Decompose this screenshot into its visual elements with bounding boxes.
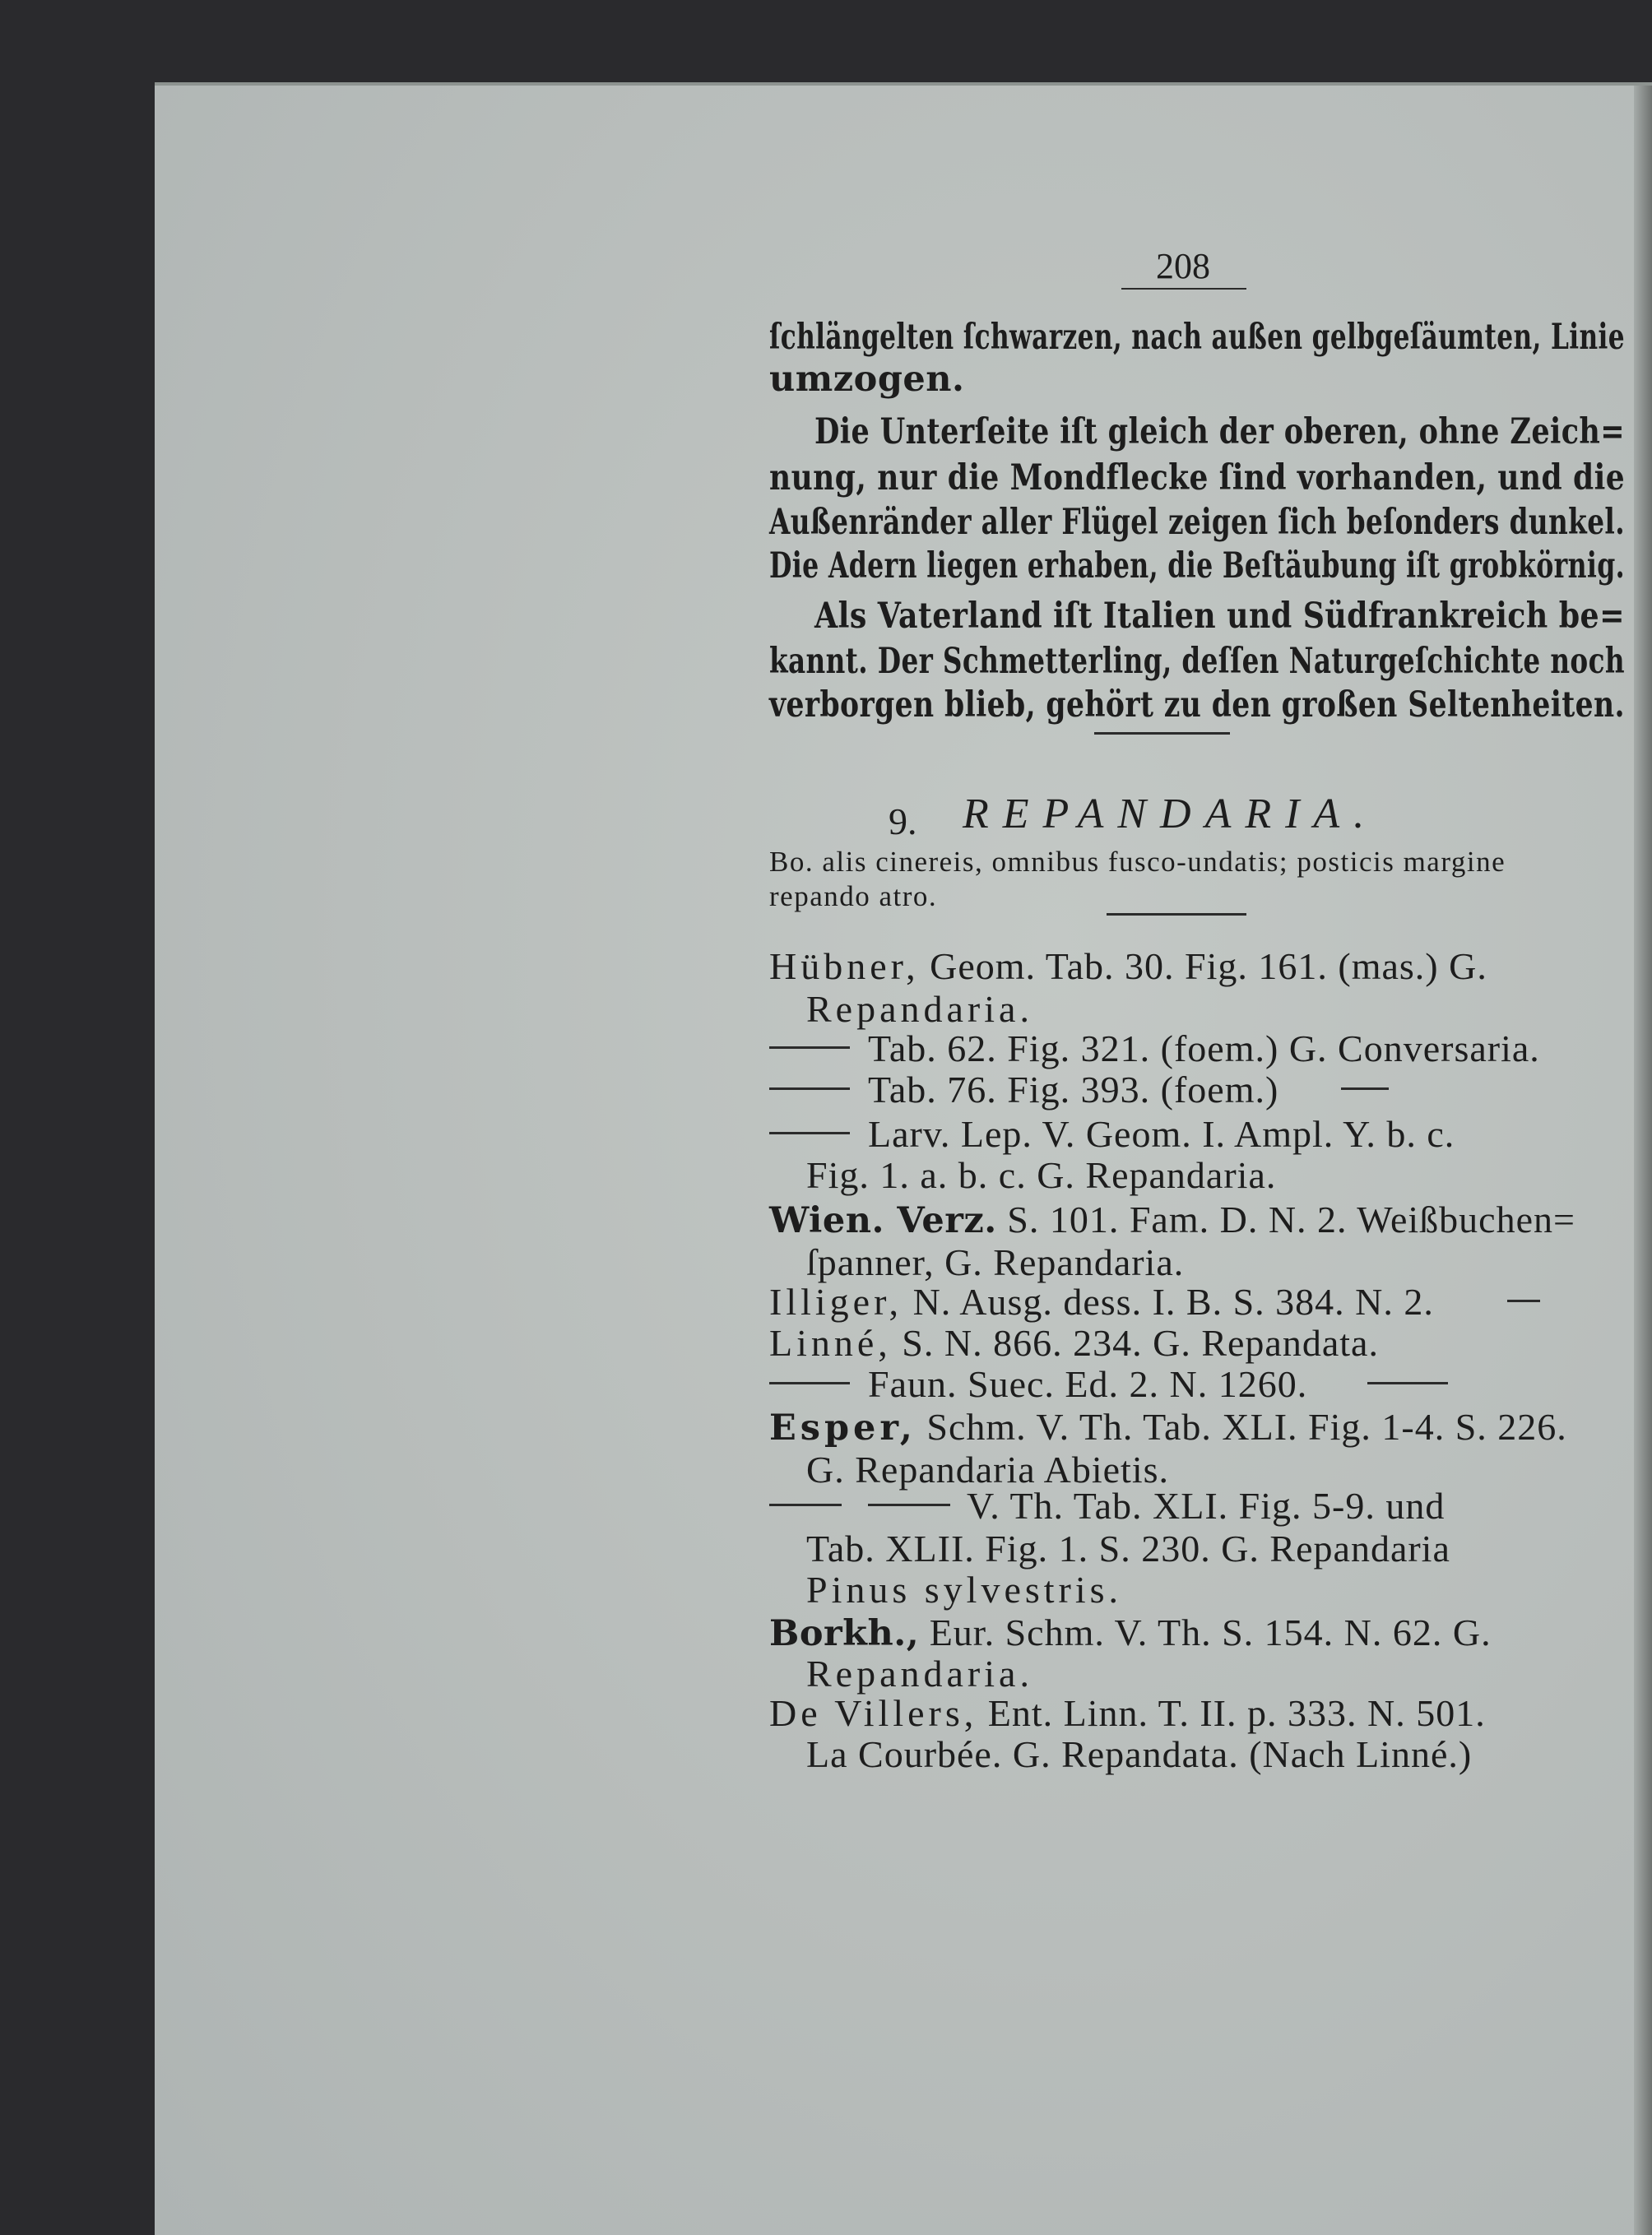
reference-continuation: La Courbée. G. Repandata. (Nach Linné.) <box>806 1733 1473 1775</box>
reference-entry <box>769 1321 1379 1365</box>
diagnosis-line: repando atro. <box>769 880 938 912</box>
page-gutter-edge <box>1634 86 1652 2235</box>
paragraph-line: Die Adern liegen erhaben, die Beſtäubung iſt grobkörnig. <box>769 545 1626 587</box>
reference-text: N. Ausg. dess. I. B. S. 384. N. 2. <box>912 1281 1434 1323</box>
page-number-underline <box>1121 288 1246 290</box>
reference-text: S. 101. Fam. D. N. 2. Weißbuchen= <box>1007 1199 1575 1240</box>
paragraph-line: verborgen blieb, gehört zu den großen Seltenheiten. <box>769 684 1625 726</box>
page-number: 208 <box>1156 246 1210 286</box>
reference-author: Borkh., <box>769 1613 920 1654</box>
reference-text: Ent. Linn. T. II. p. 333. N. 501. <box>987 1692 1486 1734</box>
reference-author: De Villers, <box>769 1692 978 1734</box>
paragraph-line: nung, nur die Mondflecke ſind vorhanden, und die <box>769 457 1626 498</box>
section-number: 9. <box>889 800 917 842</box>
reference-text: Eur. Schm. V. Th. S. 154. N. 62. G. <box>929 1611 1492 1653</box>
reference-text: Larv. Lep. V. Geom. I. Ampl. Y. b. c. <box>868 1113 1455 1155</box>
reference-text: Tab. 76. Fig. 393. (foem.) <box>868 1069 1279 1111</box>
ditto-rule <box>769 1382 850 1384</box>
section-title: REPANDARIA. <box>963 791 1379 837</box>
reference-continuation: Repandaria. <box>806 1653 1033 1695</box>
paragraph-line: Die Unterſeite iſt gleich der oberen, ohne Zeich= <box>814 411 1626 452</box>
paragraph-line: Als Vaterland iſt Italien und Südfrankreich be= <box>814 596 1625 637</box>
reference-author: Hübner, <box>769 945 920 987</box>
ditto-rule <box>1367 1382 1448 1384</box>
ditto-rule <box>1507 1300 1540 1302</box>
reference-text: S. N. 866. 234. G. Repandata. <box>902 1322 1379 1364</box>
reference-continuation: Pinus sylvestris. <box>806 1569 1123 1611</box>
ditto-rule <box>769 1046 850 1049</box>
ditto-rule <box>868 1504 950 1506</box>
ditto-rule <box>769 1087 850 1090</box>
diagnosis-line: Bo. alis cinereis, omnibus fusco-undatis; posticis margine <box>769 846 1506 878</box>
paragraph-line: umzogen. <box>769 359 965 400</box>
reference-text: Schm. V. Th. Tab. XLI. Fig. 1-4. S. 226. <box>926 1406 1567 1448</box>
reference-continuation: Repandaria. <box>806 988 1033 1030</box>
ditto-rule <box>1341 1087 1389 1090</box>
reference-text: V. Th. Tab. XLI. Fig. 5-9. und <box>967 1485 1446 1527</box>
paragraph-line: ſchlängelten ſchwarzen, nach außen gelbgeſäumten, Linie <box>769 317 1625 358</box>
reference-continuation: Tab. XLII. Fig. 1. S. 230. G. Repandaria <box>806 1528 1450 1570</box>
reference-author: Wien. Verz. <box>769 1200 997 1241</box>
reference-text: Faun. Suec. Ed. 2. N. 1260. <box>868 1363 1308 1405</box>
diagnosis-separator <box>1107 913 1246 916</box>
reference-continuation: Fig. 1. a. b. c. G. Repandaria. <box>806 1154 1277 1196</box>
reference-entry <box>769 1691 1486 1735</box>
ditto-rule <box>769 1504 842 1506</box>
reference-entry <box>769 1405 1567 1449</box>
paragraph-line: Außenränder aller Flügel zeigen ſich beſonders dunkel. <box>769 502 1625 543</box>
reference-author: Linné, <box>769 1322 892 1364</box>
reference-entry <box>769 1611 1492 1654</box>
reference-entry <box>769 944 1487 988</box>
reference-text: Tab. 62. Fig. 321. (foem.) G. Conversaria. <box>868 1027 1540 1069</box>
reference-entry <box>769 1280 1434 1324</box>
reference-entry <box>769 1198 1575 1241</box>
reference-continuation: G. Repandaria Abietis. <box>806 1449 1170 1491</box>
reference-author: Esper, <box>769 1407 916 1449</box>
reference-author: Illiger, <box>769 1281 903 1323</box>
reference-continuation: ſpanner, G. Repandaria. <box>806 1241 1185 1283</box>
reference-text: Geom. Tab. 30. Fig. 161. (mas.) G. <box>930 945 1487 987</box>
paragraph-line: kannt. Der Schmetterling, deſſen Naturgeſchichte noch <box>769 641 1625 682</box>
section-separator <box>1094 732 1230 735</box>
ditto-rule <box>769 1132 850 1134</box>
